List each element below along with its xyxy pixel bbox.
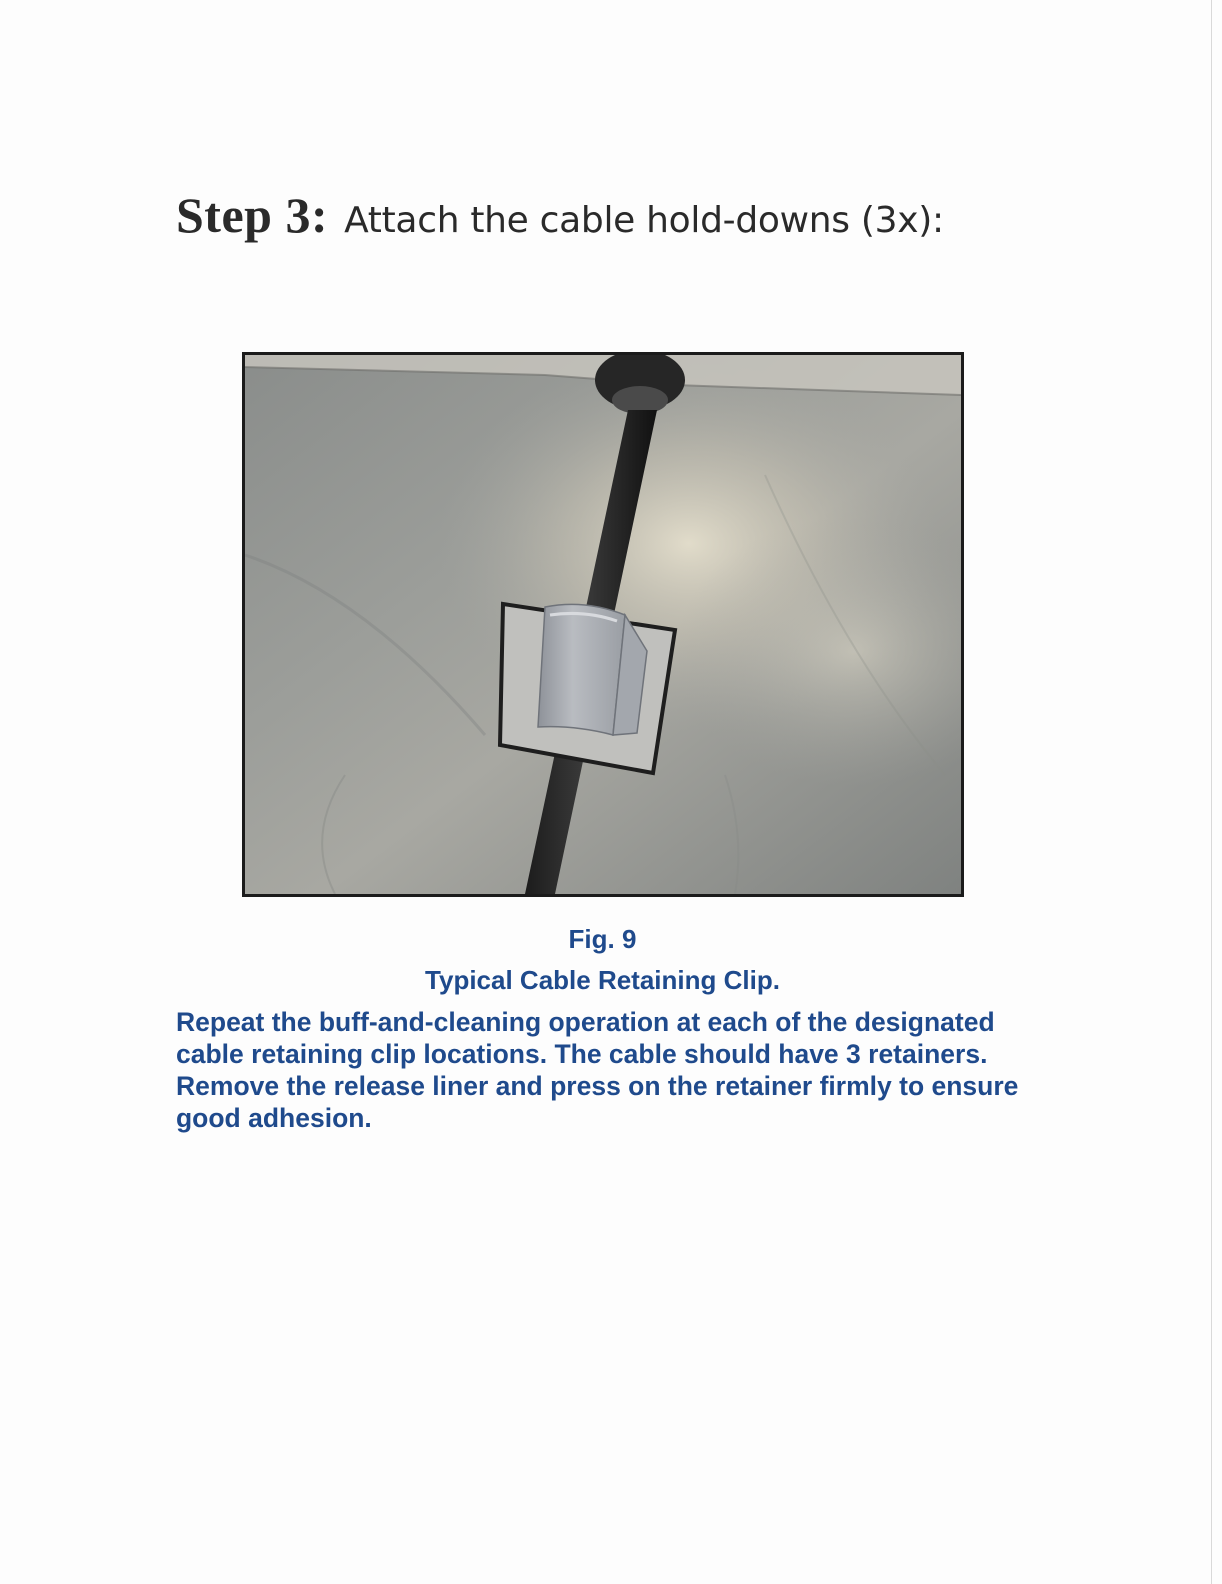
cable-retaining-clip — [538, 604, 625, 735]
step-text: Attach the cable hold-downs (3x): — [344, 200, 944, 241]
step-heading — [176, 186, 944, 244]
instruction-line: Remove the release liner and press on the retainer firmly to ensure — [176, 1071, 1019, 1101]
instruction-paragraph — [176, 1006, 1076, 1134]
figure-number: Fig. 9 — [568, 924, 637, 954]
cable-clip-photo — [242, 352, 964, 897]
instruction-line: Repeat the buff-and-cleaning operation at each of the designated — [176, 1007, 995, 1037]
instruction-line: good adhesion. — [176, 1103, 372, 1133]
figure-title: Typical Cable Retaining Clip. — [425, 965, 780, 995]
step-label: Step 3: — [176, 187, 329, 243]
page-edge — [1211, 0, 1212, 1584]
instruction-line: cable retaining clip locations. The cable should have 3 retainers. — [176, 1039, 988, 1069]
